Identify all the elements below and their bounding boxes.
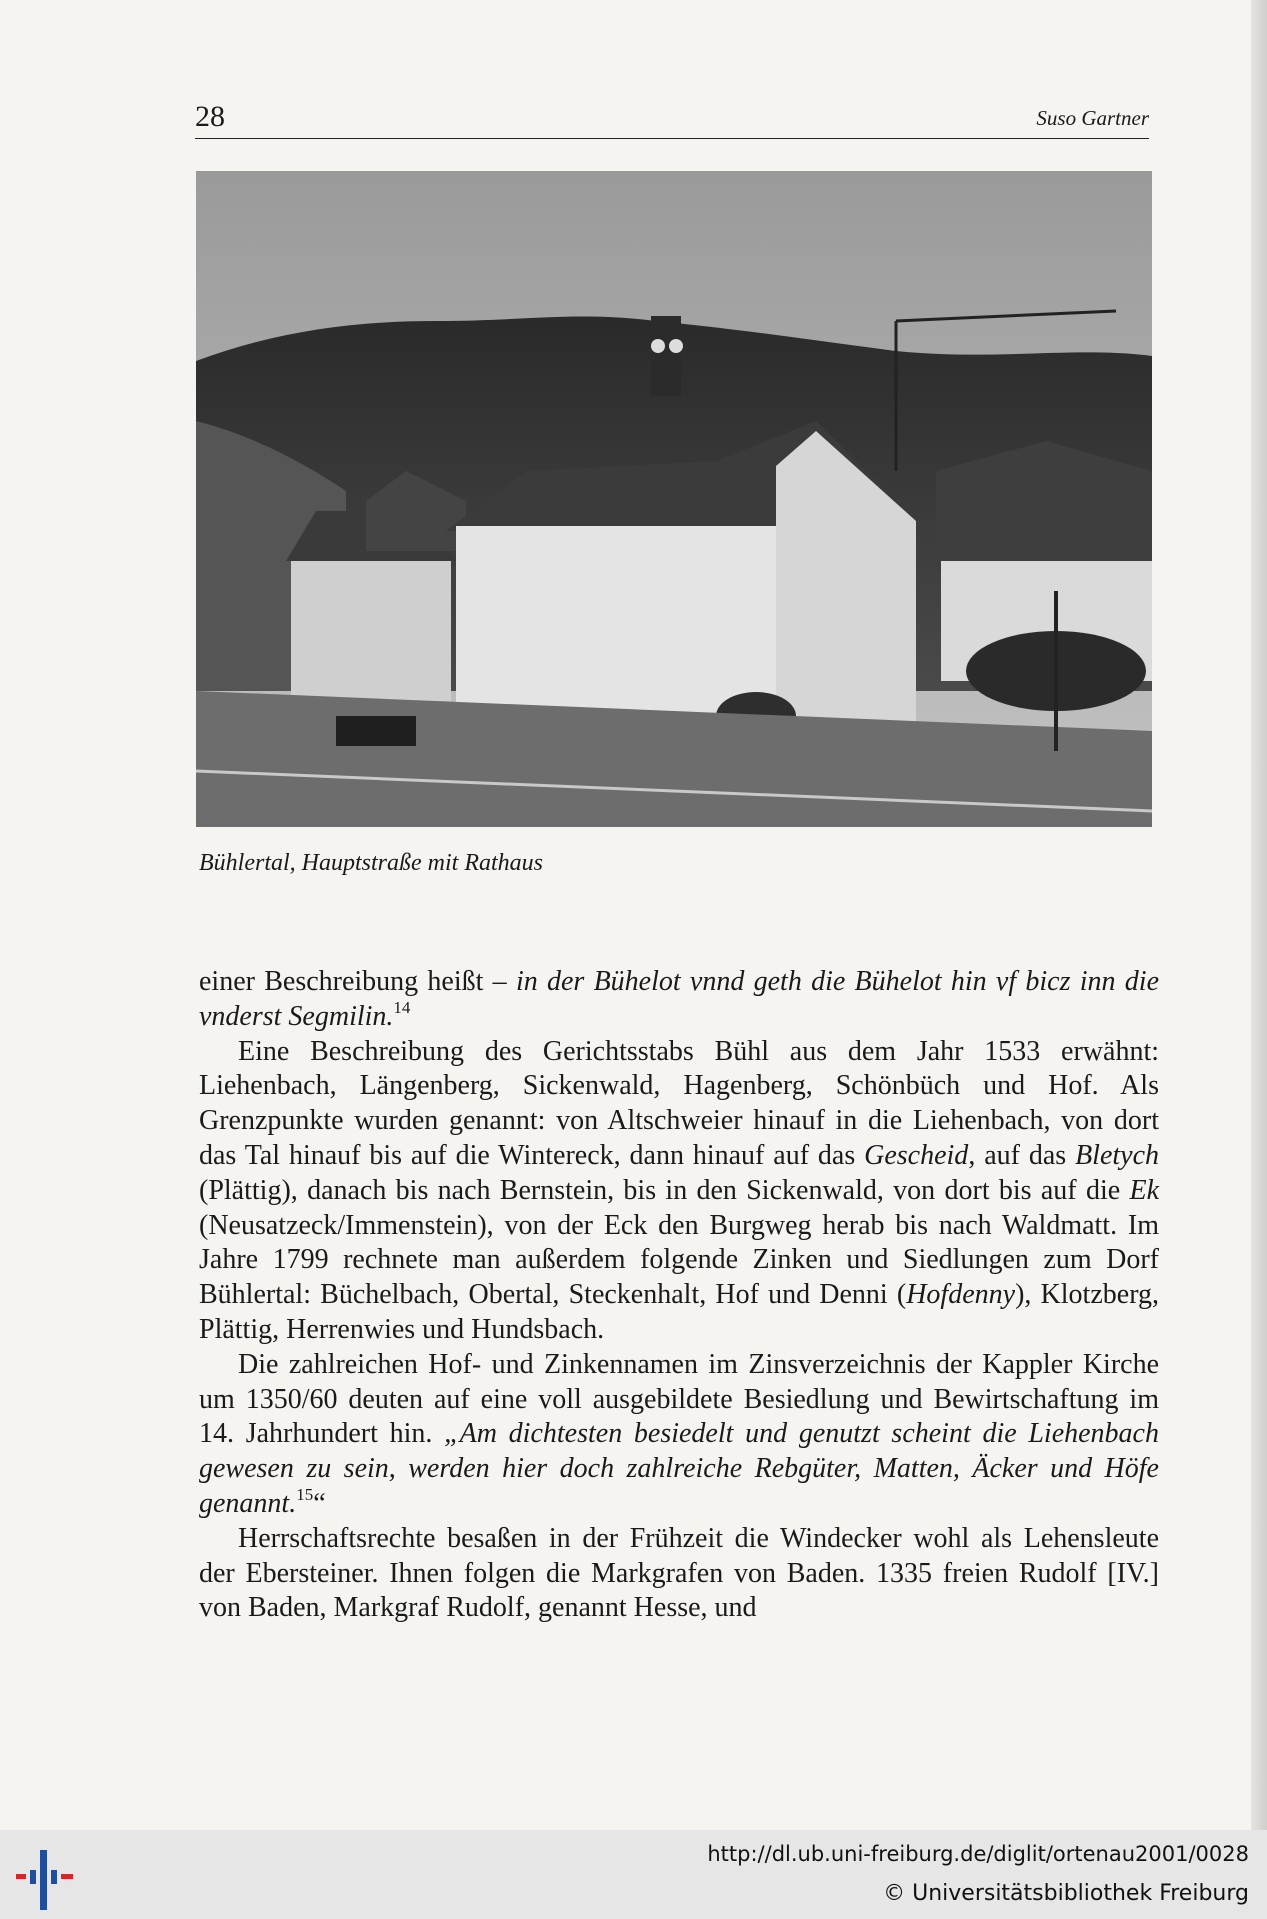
text-span: Herrschaftsrechte besaßen in der Frühzeit die Windecker wohl als Lehensleute der Ebersteiner. Ihnen folgen die Markgrafen von Baden. 1335 freien Rudolf [IV.] von Baden, Markgraf Rudolf, genannt Hesse, und [199, 1522, 1159, 1624]
paragraph-4 [199, 1522, 1159, 1626]
footnote-ref-15: 15 [296, 1484, 314, 1504]
quotation-text: in der Bühelot vnnd geth die Bühelot hin vf bicz inn die vnderst Segmilin. [199, 966, 1160, 1032]
quotation-text: „Am dichtesten besiedelt und genutzt scheint die Liehenbach gewesen zu sein, werden hier doch zahlreiche Rebgüter, Matten, Äcker und Höfe genannt. [199, 1418, 1159, 1519]
footer-bar [0, 1830, 1267, 1919]
page-header [195, 98, 1149, 139]
page-edge [1251, 0, 1267, 1919]
text-span: , auf das [968, 1139, 1076, 1171]
text-span: Eine Beschreibung des Gerichtsstabs Bühl aus dem Jahr 1533 erwähnt: Liehenbach, Längenberg, Sickenwald, Hagenberg, Schönbüch und Hof. Als Grenzpunkte wurden genannt: von Altschweier hinauf in die Liehenbach, von dort das Tal hinauf bis auf die Wintereck, dann hinauf auf das [199, 1035, 1159, 1171]
text-span: ), Klotzberg, Plättig, Herrenwies und Hundsbach. [199, 1279, 1160, 1345]
photo-icon [196, 171, 1152, 827]
footnote-ref-14: 14 [393, 997, 411, 1017]
closing-quote: “ [313, 1487, 326, 1519]
running-head-author: Suso Gartner [1036, 106, 1149, 130]
text-span: einer Beschreibung heißt – [199, 966, 516, 997]
town-hall-photo [196, 171, 1152, 827]
source-url-link[interactable]: http://dl.ub.uni-freiburg.de/diglit/ortenau2001/0028 [707, 1842, 1249, 1866]
page-number: 28 [195, 100, 225, 133]
paragraph-3 [199, 1348, 1159, 1522]
ub-freiburg-logo-icon[interactable] [16, 1840, 78, 1914]
figure-caption: Bühlertal, Hauptstraße mit Rathaus [199, 850, 543, 876]
text-span: (Plättig), danach bis nach Bernstein, bis in den Sickenwald, von dort bis auf die [199, 1174, 1130, 1206]
text-span: Die zahlreichen Hof- und Zinkennamen im Zinsverzeichnis der Kappler Kirche um 1350/60 deuten auf eine voll ausgebildete Besiedlung und Bewirtschaftung im 14. Jahrhundert hin. [199, 1348, 1159, 1450]
paragraph-1 [199, 965, 1159, 1035]
text-span: (Neusatzeck/Immenstein), von der Eck den Burgweg herab bis nach Waldmatt. Im Jahre 1799 rechnete man außerdem folgende Zinken und Siedlungen zum Dorf Bühlertal: Büchelbach, Obertal, Steckenhalt, Hof und Denni ( [199, 1209, 1159, 1311]
body-text [199, 965, 1159, 1626]
copyright-notice: © Universitätsbibliothek Freiburg [883, 1881, 1249, 1906]
place-name-gescheid: Gescheid [864, 1139, 969, 1171]
place-name-bletych: Bletych [1075, 1139, 1160, 1171]
paragraph-2 [199, 1035, 1159, 1348]
place-name-ek: Ek [1129, 1174, 1159, 1206]
place-name-hofdenny: Hofdenny [906, 1279, 1016, 1311]
